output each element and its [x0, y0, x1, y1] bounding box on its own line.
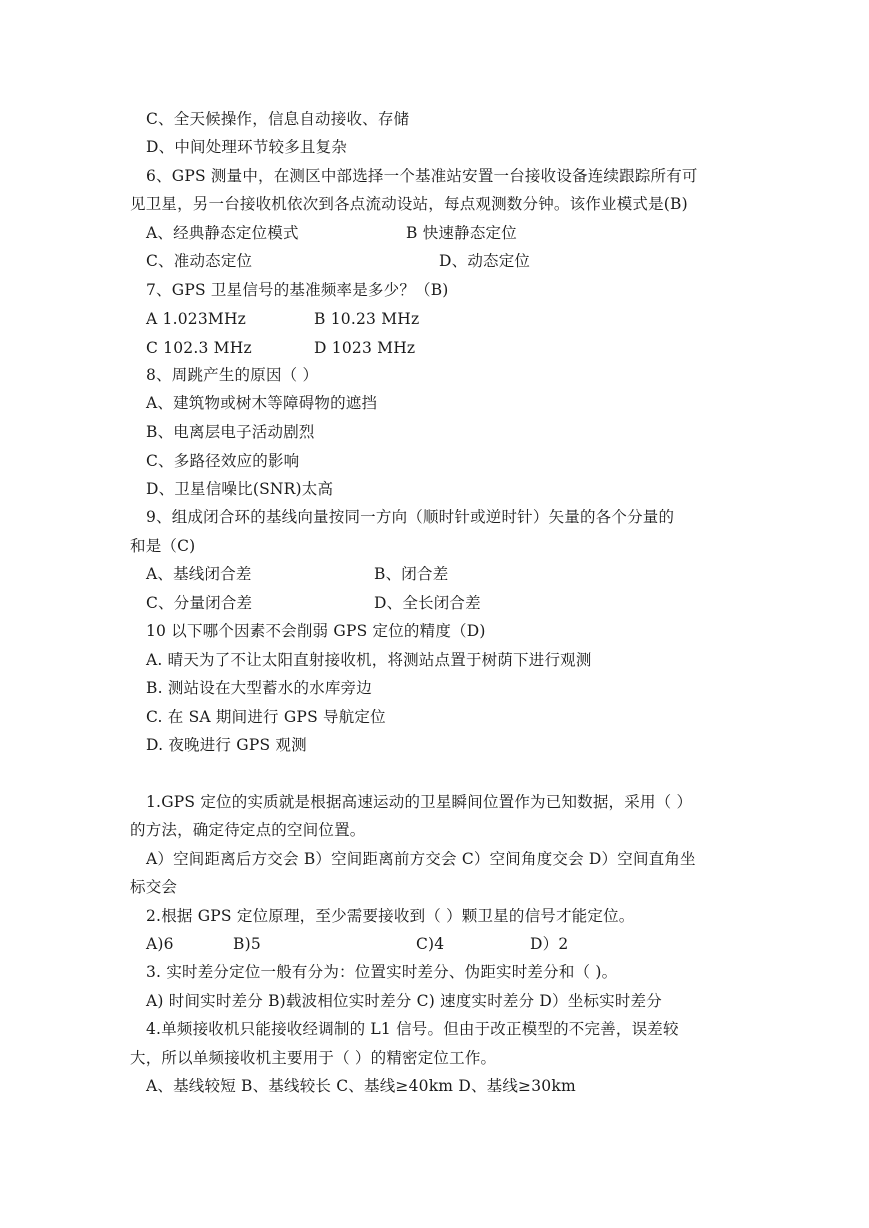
p2-option-d: D）2	[530, 935, 569, 953]
p2-option-b: B)5	[233, 935, 261, 953]
p1-options-line1: A）空间距离后方交会 B）空间距离前方交会 C）空间角度交会 D）空间直角坐	[146, 850, 696, 868]
q5-option-c: C、全天候操作，信息自动接收、存储	[146, 110, 410, 128]
q5-option-d: D、中间处理环节较多且复杂	[146, 138, 348, 156]
q6-option-a: A、经典静态定位模式	[146, 224, 299, 242]
p3-stem: 3. 实时差分定位一般有分为：位置实时差分、伪距实时差分和（ )。	[146, 963, 618, 981]
q9-option-a: A、基线闭合差	[146, 565, 252, 583]
q8-option-a: A、建筑物或树木等障碍物的遮挡	[146, 394, 378, 412]
q6-stem-line2: 见卫星，另一台接收机依次到各点流动设站，每点观测数分钟。该作业模式是(B)	[130, 195, 688, 213]
q9-stem-line1: 9、组成闭合环的基线向量按同一方向（顺时针或逆时针）矢量的各个分量的	[146, 508, 675, 526]
q9-stem-line2: 和是（C)	[130, 537, 196, 555]
p4-stem-line2: 大，所以单频接收机主要用于（ ）的精密定位工作。	[130, 1049, 497, 1067]
q7-option-d: D 1023 MHz	[314, 339, 416, 357]
q10-option-d: D. 夜晚进行 GPS 观测	[146, 736, 307, 754]
q8-option-b: B、电离层电子活动剧烈	[146, 423, 315, 441]
p1-stem-line2: 的方法，确定待定点的空间位置。	[130, 821, 366, 839]
q9-option-c: C、分量闭合差	[146, 594, 253, 612]
p2-option-c: C)4	[416, 935, 445, 953]
p3-options: A) 时间实时差分 B)载波相位实时差分 C) 速度实时差分 D）坐标实时差分	[146, 992, 662, 1010]
p1-options-line2: 标交会	[130, 878, 178, 896]
q7-option-c: C 102.3 MHz	[146, 339, 252, 357]
p4-stem-line1: 4.单频接收机只能接收经调制的 L1 信号。但由于改正模型的不完善，误差较	[146, 1020, 679, 1038]
p2-option-a: A)6	[146, 935, 174, 953]
q7-stem: 7、GPS 卫星信号的基准频率是多少？（B)	[146, 281, 449, 299]
q9-option-d: D、全长闭合差	[374, 594, 481, 612]
q8-stem: 8、周跳产生的原因（ ）	[146, 366, 319, 384]
q10-option-c: C. 在 SA 期间进行 GPS 导航定位	[146, 708, 386, 726]
q8-option-d: D、卫星信噪比(SNR)太高	[146, 480, 334, 498]
q7-option-a: A 1.023MHz	[146, 310, 247, 328]
p4-options: A、基线较短 B、基线较长 C、基线≥40km D、基线≥30km	[146, 1077, 576, 1095]
q6-option-c: C、准动态定位	[146, 252, 253, 270]
q10-option-b: B. 测站设在大型蓄水的水库旁边	[146, 679, 372, 697]
p2-stem: 2.根据 GPS 定位原理，至少需要接收到（ ）颗卫星的信号才能定位。	[146, 907, 635, 925]
q6-option-d: D、动态定位	[439, 252, 531, 270]
q10-stem: 10 以下哪个因素不会削弱 GPS 定位的精度（D)	[146, 622, 486, 640]
p1-stem-line1: 1.GPS 定位的实质就是根据高速运动的卫星瞬间位置作为已知数据，采用（ ）	[146, 793, 693, 811]
q8-option-c: C、多路径效应的影响	[146, 452, 300, 470]
q6-option-b: B 快速静态定位	[406, 224, 517, 242]
q6-stem-line1: 6、GPS 测量中，在测区中部选择一个基准站安置一台接收设备连续跟踪所有可	[146, 167, 698, 185]
q9-option-b: B、闭合差	[374, 565, 449, 583]
q10-option-a: A. 晴天为了不让太阳直射接收机，将测站点置于树荫下进行观测	[146, 651, 592, 669]
q7-option-b: B 10.23 MHz	[314, 310, 420, 328]
